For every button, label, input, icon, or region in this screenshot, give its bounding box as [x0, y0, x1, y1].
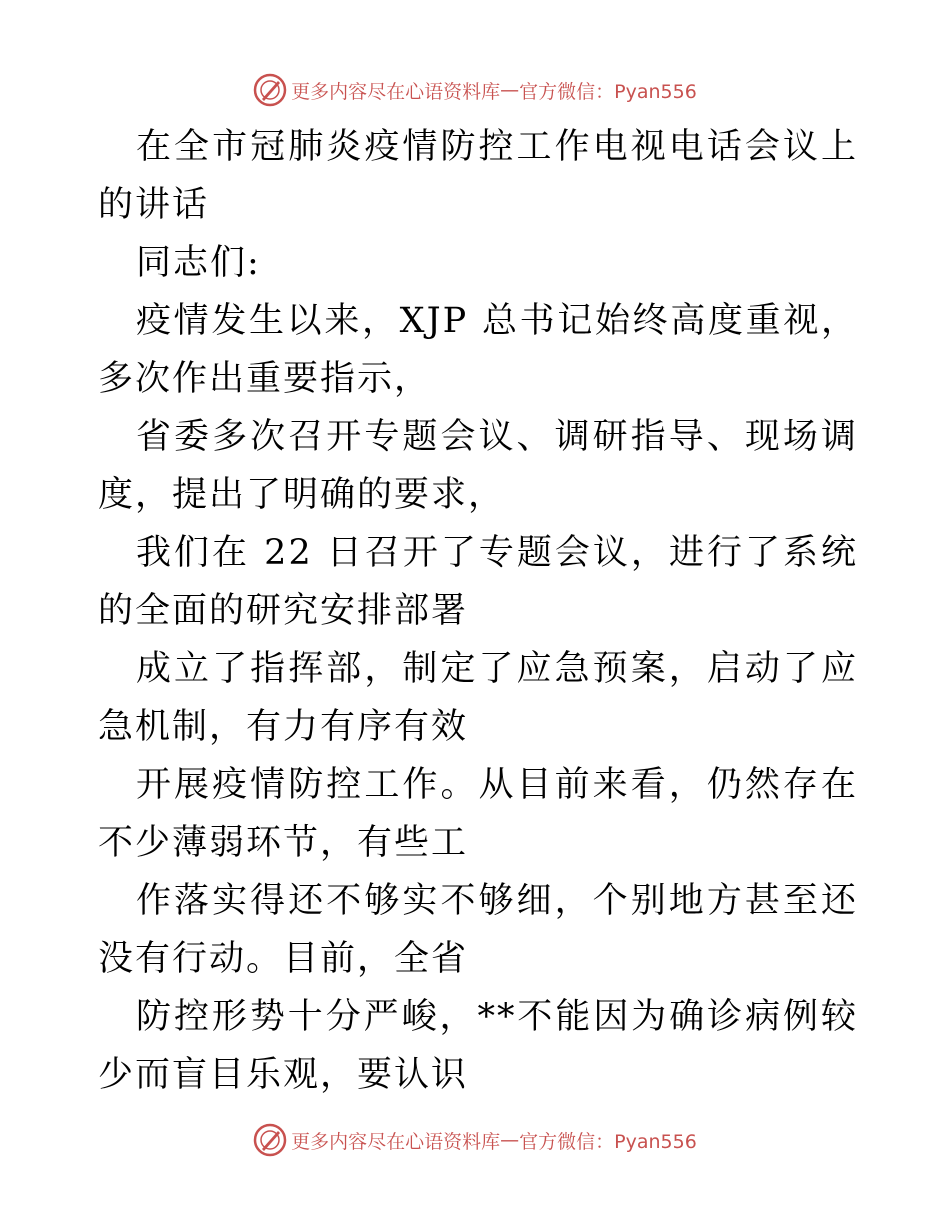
watermark-contact: 官方微信：Pyan556	[519, 1130, 697, 1153]
salutation: 同志们:	[136, 243, 261, 283]
paragraph: 开展疫情防控工作。从目前来看，仍然存在不少薄弱环节，有些工	[98, 765, 858, 863]
watermark-contact: 官方微信：Pyan556	[519, 80, 697, 103]
watermark-separator: —	[500, 1129, 520, 1151]
paragraph: 防控形势十分严峻，**不能因为确诊病例较少而盲目乐观，要认识	[98, 997, 858, 1095]
watermark-separator: —	[500, 79, 520, 101]
paragraph: 成立了指挥部，制定了应急预案，启动了应急机制，有力有序有效	[98, 649, 858, 747]
watermark-text: 更多内容尽在心语资料库	[291, 1130, 501, 1153]
paragraph: 我们在 22 日召开了专题会议，进行了系统的全面的研究安排部署	[98, 533, 858, 631]
document-title: 在全市冠肺炎疫情防控工作电视电话会议上的讲话	[98, 127, 858, 225]
brand-logo-icon	[253, 1123, 287, 1157]
document-body	[98, 118, 858, 1104]
paragraph: 疫情发生以来，XJP 总书记始终高度重视，多次作出重要指示，	[98, 301, 858, 399]
paragraph: 省委多次召开专题会议、调研指导、现场调度，提出了明确的要求，	[98, 417, 858, 515]
brand-logo-icon	[253, 73, 287, 107]
watermark-header	[0, 70, 950, 110]
paragraph: 作落实得还不够实不够细，个别地方甚至还没有行动。目前，全省	[98, 881, 858, 979]
watermark-text: 更多内容尽在心语资料库	[291, 80, 501, 103]
watermark-footer	[0, 1120, 950, 1160]
